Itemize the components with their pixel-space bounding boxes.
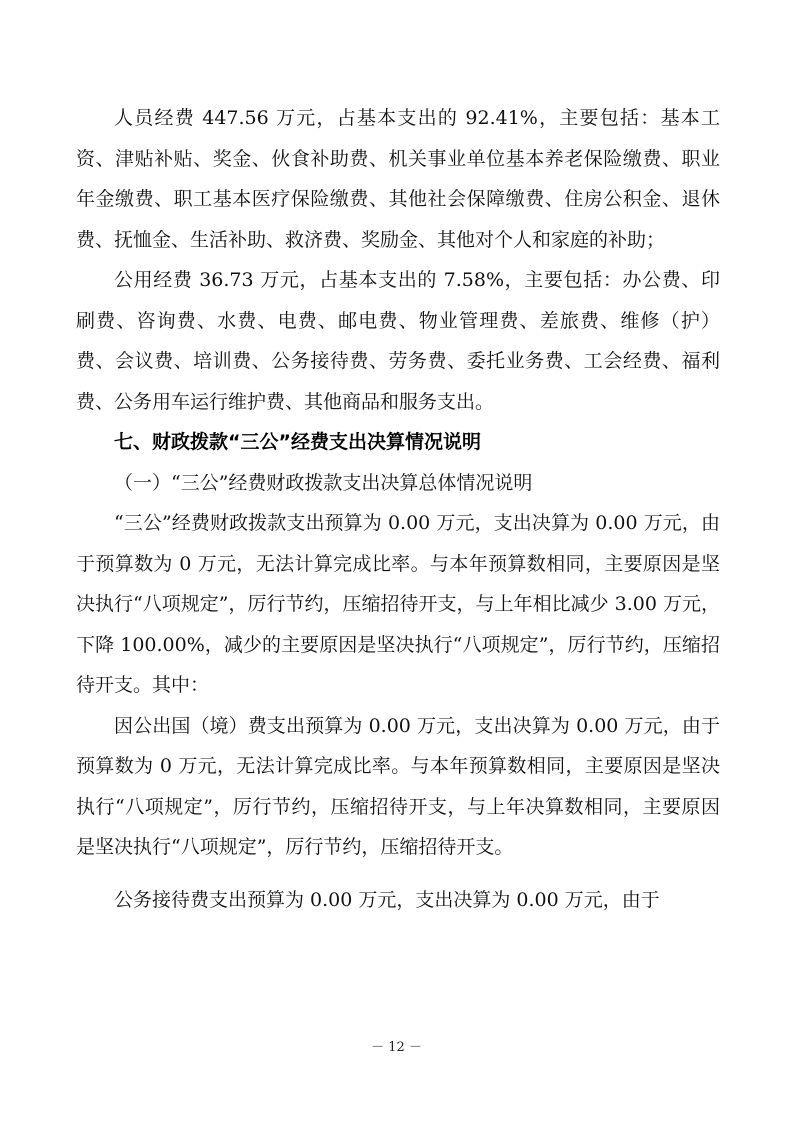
- subsection-heading-overall: （一）“三公”经费财政拨款支出决算总体情况说明: [114, 471, 533, 494]
- section-heading-three-public: 七、财政拨款“三公”经费支出决算情况说明: [114, 431, 481, 453]
- document-body: [76, 98, 720, 920]
- paragraph-overseas-travel: 因公出国（境）费支出预算为 0.00 万元，支出决算为 0.00 万元，由于预算数为 0 万元，无法计算完成比率。与本年预算数相同，主要原因是坚决执行“八项规定”，厉行节约，压缩招待开支，与上年决算数相同，主要原因是坚决执行“八项规定”，厉行节约，压缩招待开支。: [76, 714, 720, 858]
- paragraph-official-reception: 公务接待费支出预算为 0.00 万元，支出决算为 0.00 万元，由于: [114, 888, 660, 911]
- paragraph-personnel-expenses: 人员经费 447.56 万元，占基本支出的 92.41%，主要包括：基本工资、津贴补贴、奖金、伙食补助费、机关事业单位基本养老保险缴费、职业年金缴费、职工基本医疗保险缴费、其他社会保障缴费、住房公积金、退休费、抚恤金、生活补助、救济费、奖励金、其他对个人和家庭的补助；: [76, 107, 720, 251]
- paragraph-public-expenses: 公用经费 36.73 万元，占基本支出的 7.58%，主要包括：办公费、印刷费、咨询费、水费、电费、邮电费、物业管理费、差旅费、维修（护）费、会议费、培训费、公务接待费、劳务费、委托业务费、工会经费、福利费、公务用车运行维护费、其他商品和服务支出。: [76, 269, 720, 413]
- paragraph-three-public-overall: “三公”经费财政拨款支出预算为 0.00 万元，支出决算为 0.00 万元，由于预算数为 0 万元，无法计算完成比率。与本年预算数相同，主要原因是坚决执行“八项规定”，厉行节约，压缩招待开支，与上年相比减少 3.00 万元，下降 100.00%，减少的主要原因是坚决执行“八项规定”，厉行节约，压缩招待开支。其中：: [76, 512, 720, 696]
- page-number: － 12 －: [371, 1040, 422, 1055]
